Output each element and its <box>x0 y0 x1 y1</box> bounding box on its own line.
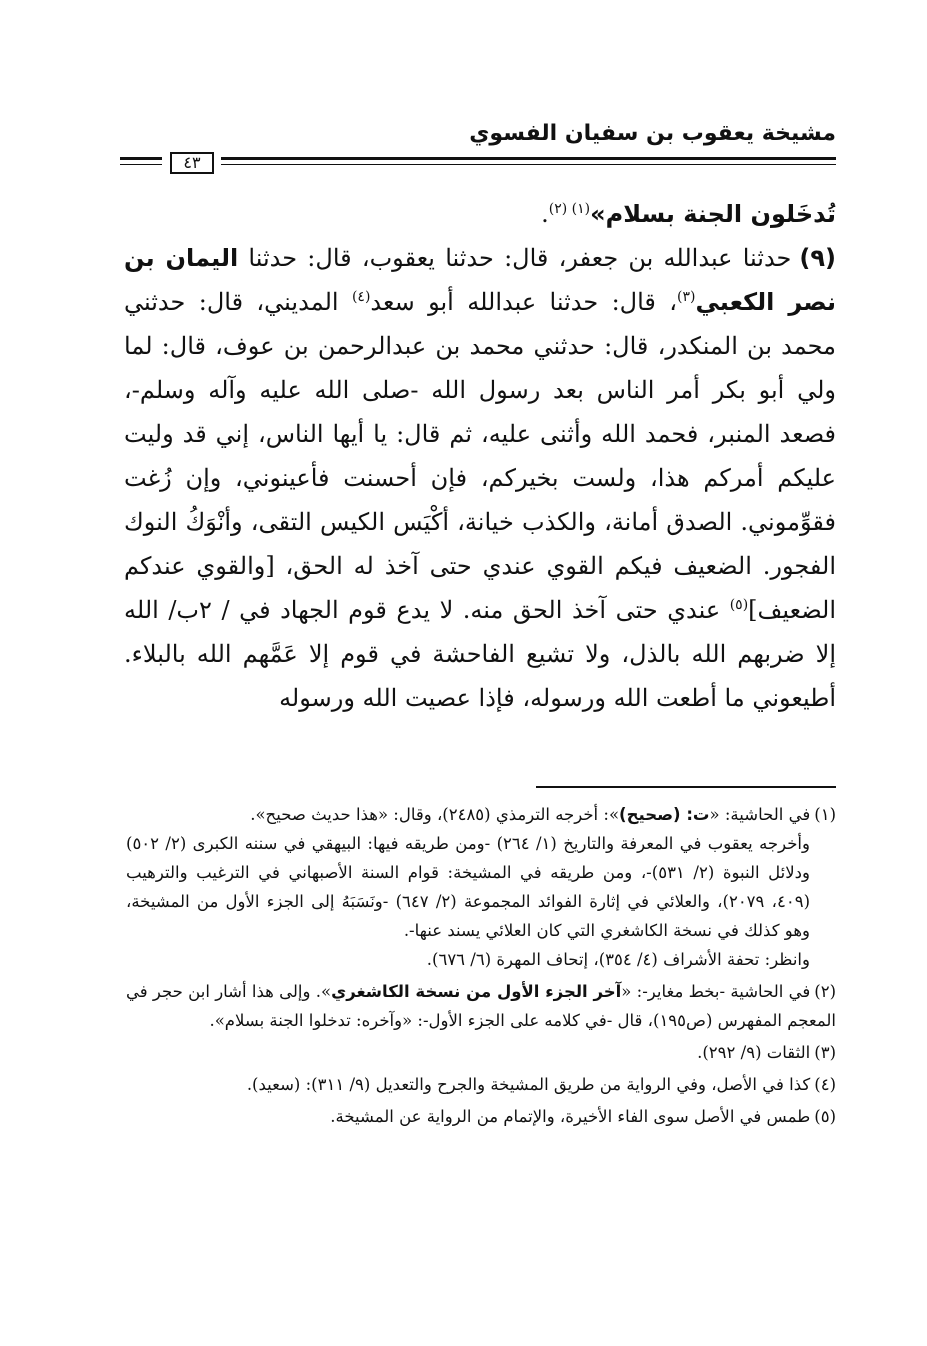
hadith-text-d: عندي حتى آخذ الحق منه. لا يدع قوم الجهاد في / ٢ب/ الله إلا ضربهم الله بالذل، ولا تشيع الفاحشة في قوم إلا عَمَّهم الله بالبلاء. أطيعوني ما أطعت الله ورسوله، فإذا عصيت الله ورسوله <box>124 596 836 712</box>
lead-text: تُدخَلون الجنة بسلام» <box>590 200 836 228</box>
hadith-number: (٩) <box>799 244 836 272</box>
footnote-ref-4: (٤) <box>351 289 371 305</box>
footnote-1 <box>126 800 836 974</box>
running-title: مشيخة يعقوب بن سفيان الفسوي <box>469 121 836 146</box>
header-rule <box>120 152 836 174</box>
footnote-text: في الحاشية: « <box>709 805 811 824</box>
footnote-ref-3: (٣) <box>677 289 696 305</box>
footnote-4 <box>126 1070 836 1099</box>
page-number: ٤٣ <box>170 152 214 174</box>
hadith-text-b: ، قال: حدثنا عبدالله أبو سعد <box>370 288 678 316</box>
header-rule-long-thin <box>221 164 836 165</box>
header-rule-short <box>120 157 162 160</box>
footnote-ref-5: (٥) <box>729 597 749 613</box>
footnote-number: (١) <box>814 805 836 824</box>
page-header <box>120 118 836 178</box>
footnote-text: »: أخرجه الترمذي (٢٤٨٥)، وقال: «هذا حديث صحيح». <box>250 805 620 824</box>
hadith-paragraph <box>124 236 836 720</box>
footnote-number: (٤) <box>814 1075 836 1094</box>
footnote-3 <box>126 1038 836 1067</box>
footnote-text: الثقات (٩/ ٢٩٢). <box>697 1043 811 1062</box>
lead-line: تُدخَلون الجنة بسلام»$^{(١) (٢)}$. <box>541 200 836 228</box>
lead-footnote-refs: (١) (٢) <box>548 201 591 217</box>
footnote-text: طمس في الأصل سوى الفاء الأخيرة، والإتمام من الرواية عن المشيخة. <box>330 1107 811 1126</box>
footnotes <box>126 800 836 1134</box>
narrator-name: اليمان بن نصر الكعبي <box>124 244 836 316</box>
footnote-bold-text: آخر الجزء الأول من نسخة الكاشغري <box>331 982 622 1001</box>
footnote-bold-text: ت: (صحيح) <box>619 805 710 824</box>
footnote-text: كذا في الأصل، وفي الرواية من طريق المشيخة والجرح والتعديل (٩/ ٣١١): (سعيد). <box>246 1075 811 1094</box>
footnote-number: (٥) <box>814 1107 836 1126</box>
footnote-text: وانظر: تحفة الأشراف (٤/ ٣٥٤)، إتحاف المهرة (٦/ ٦٧٦). <box>426 950 810 969</box>
footnote-separator <box>536 786 836 788</box>
header-rule-long <box>221 157 836 160</box>
footnote-2 <box>126 977 836 1035</box>
hadith-text-c: المديني، قال: حدثني محمد بن المنكدر، قال: حدثني محمد بن عبدالرحمن بن عوف، قال: لما ولي أبو بكر أمر الناس بعد رسول الله -صلى الله عليه وآله وسلم-، فصعد المنبر، فحمد الله وأثنى عليه، ثم قال: يا أيها الناس، إني قد وليت عليكم أمركم هذا، ولست بخيركم، فإن أحسنت فأعينوني، وإن زُغت فقوِّموني. الصدق أمانة، والكذب خيانة، أكْيَس الكيس التقى، وأنْوَكُ النوك الفجور. الضعيف فيكم القوي عندي حتى آخذ له الحق، [والقوي عندكم الضعيف] <box>124 288 837 624</box>
footnote-text: في الحاشية -بخط مغاير-: « <box>621 982 811 1001</box>
main-text <box>124 192 836 720</box>
footnote-text: ». وإلى هذا أشار ابن حجر في المعجم المفهرس (ص١٩٥)، قال -في كلامه على الجزء الأول-: «وآخره: تدخلوا الجنة بسلام». <box>126 982 836 1030</box>
hadith-text-a: حدثنا عبدالله بن جعفر، قال: حدثنا يعقوب، قال: حدثنا <box>238 244 792 272</box>
footnote-text: وأخرجه يعقوب في المعرفة والتاريخ (١/ ٢٦٤) -ومن طريقه فيها: البيهقي في سننه الكبرى (٢/ ٥٠٢) ودلائل النبوة (٢/ ٥٣١)-، ومن طريقه في المشيخة: قوام السنة الأصبهاني في الترغيب والترهيب (٤٠٩، ٢٠٧٩)، والعلائي في إثارة الفوائد المجموعة (٢/ ٦٤٧) -ونَسَبَهُ إلى الجزء الأول من المشيخة، وهو كذلك في نسخة الكاشغري التي كان العلائي يسند عنها-. <box>126 834 810 940</box>
footnote-number: (٣) <box>814 1043 836 1062</box>
header-rule-short-thin <box>120 164 162 165</box>
footnote-5 <box>126 1102 836 1131</box>
footnote-number: (٢) <box>814 982 837 1001</box>
